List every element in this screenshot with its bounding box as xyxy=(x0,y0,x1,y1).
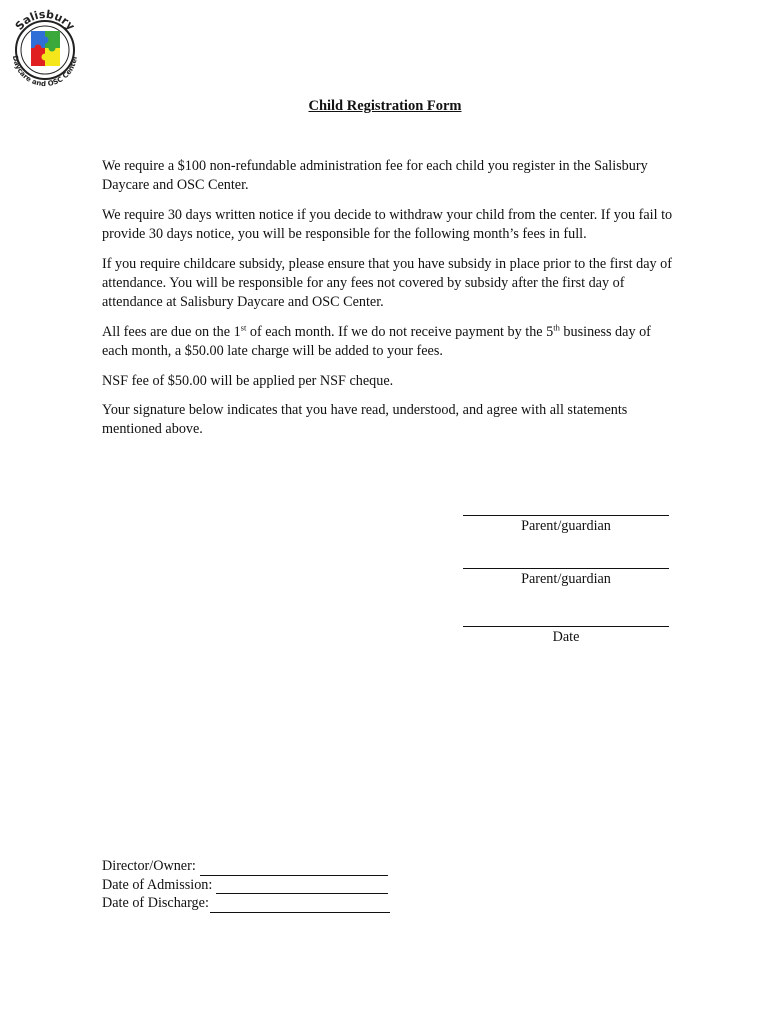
body-text xyxy=(102,157,677,450)
fees-due-sup-1: st xyxy=(240,322,247,333)
discharge-label: Date of Discharge: xyxy=(102,895,209,911)
admin-section xyxy=(102,857,390,913)
director-label: Director/Owner: xyxy=(102,858,196,874)
signature-line-parent-1[interactable] xyxy=(463,515,669,535)
admission-row xyxy=(102,876,390,895)
signature-line-date[interactable] xyxy=(463,626,669,646)
paragraph-admin-fee: We require a $100 non-refundable administration fee for each child you register in the Salisbury Daycare and OSC Center. xyxy=(102,158,648,194)
discharge-date-field[interactable] xyxy=(210,899,390,913)
salisbury-logo xyxy=(6,2,84,92)
signature-line-parent-2[interactable] xyxy=(463,568,669,588)
logo-top-text: Salisbury xyxy=(12,7,78,33)
paragraph-withdraw-notice: We require 30 days written notice if you decide to withdraw your child from the center. If you fail to provide 30 days notice, you will be responsible for the following month’s fees in full. xyxy=(102,206,673,243)
signature-label-parent-2: Parent/guardian xyxy=(521,571,611,587)
fees-due-text-2: of each month. If we do not receive payment by the 5 xyxy=(246,323,554,340)
paragraph-fees-due xyxy=(102,323,677,362)
fees-due-text-3: business day of each month, a $50.00 late charge will be added to your fees. xyxy=(102,323,651,360)
admission-label: Date of Admission: xyxy=(102,876,213,893)
signature-label-parent-1: Parent/guardian xyxy=(521,518,611,534)
paragraph-signature-statement: Your signature below indicates that you have read, understood, and agree with all statements mentioned above. xyxy=(102,402,628,438)
paragraph-nsf-fee: NSF fee of $50.00 will be applied per NSF cheque. xyxy=(102,372,394,389)
puzzle-logo-icon xyxy=(6,2,84,92)
paragraph-subsidy: If you require childcare subsidy, please ensure that you have subsidy in place prior to the first day of attendance. You will be responsible for any fees not covered by subsidy after the first day of attendance at Salisbury Daycare and OSC Center. xyxy=(102,255,672,311)
fees-due-sup-2: th xyxy=(553,322,560,333)
discharge-row xyxy=(102,894,390,913)
fees-due-text-1: All fees are due on the 1 xyxy=(102,323,241,340)
page-title: Child Registration Form xyxy=(308,98,462,114)
admission-date-field[interactable] xyxy=(216,880,388,894)
director-field[interactable] xyxy=(200,862,388,876)
signature-label-date: Date xyxy=(552,629,580,645)
director-row xyxy=(102,857,390,876)
logo-bottom-text: Daycare and OSC Center xyxy=(10,54,79,89)
